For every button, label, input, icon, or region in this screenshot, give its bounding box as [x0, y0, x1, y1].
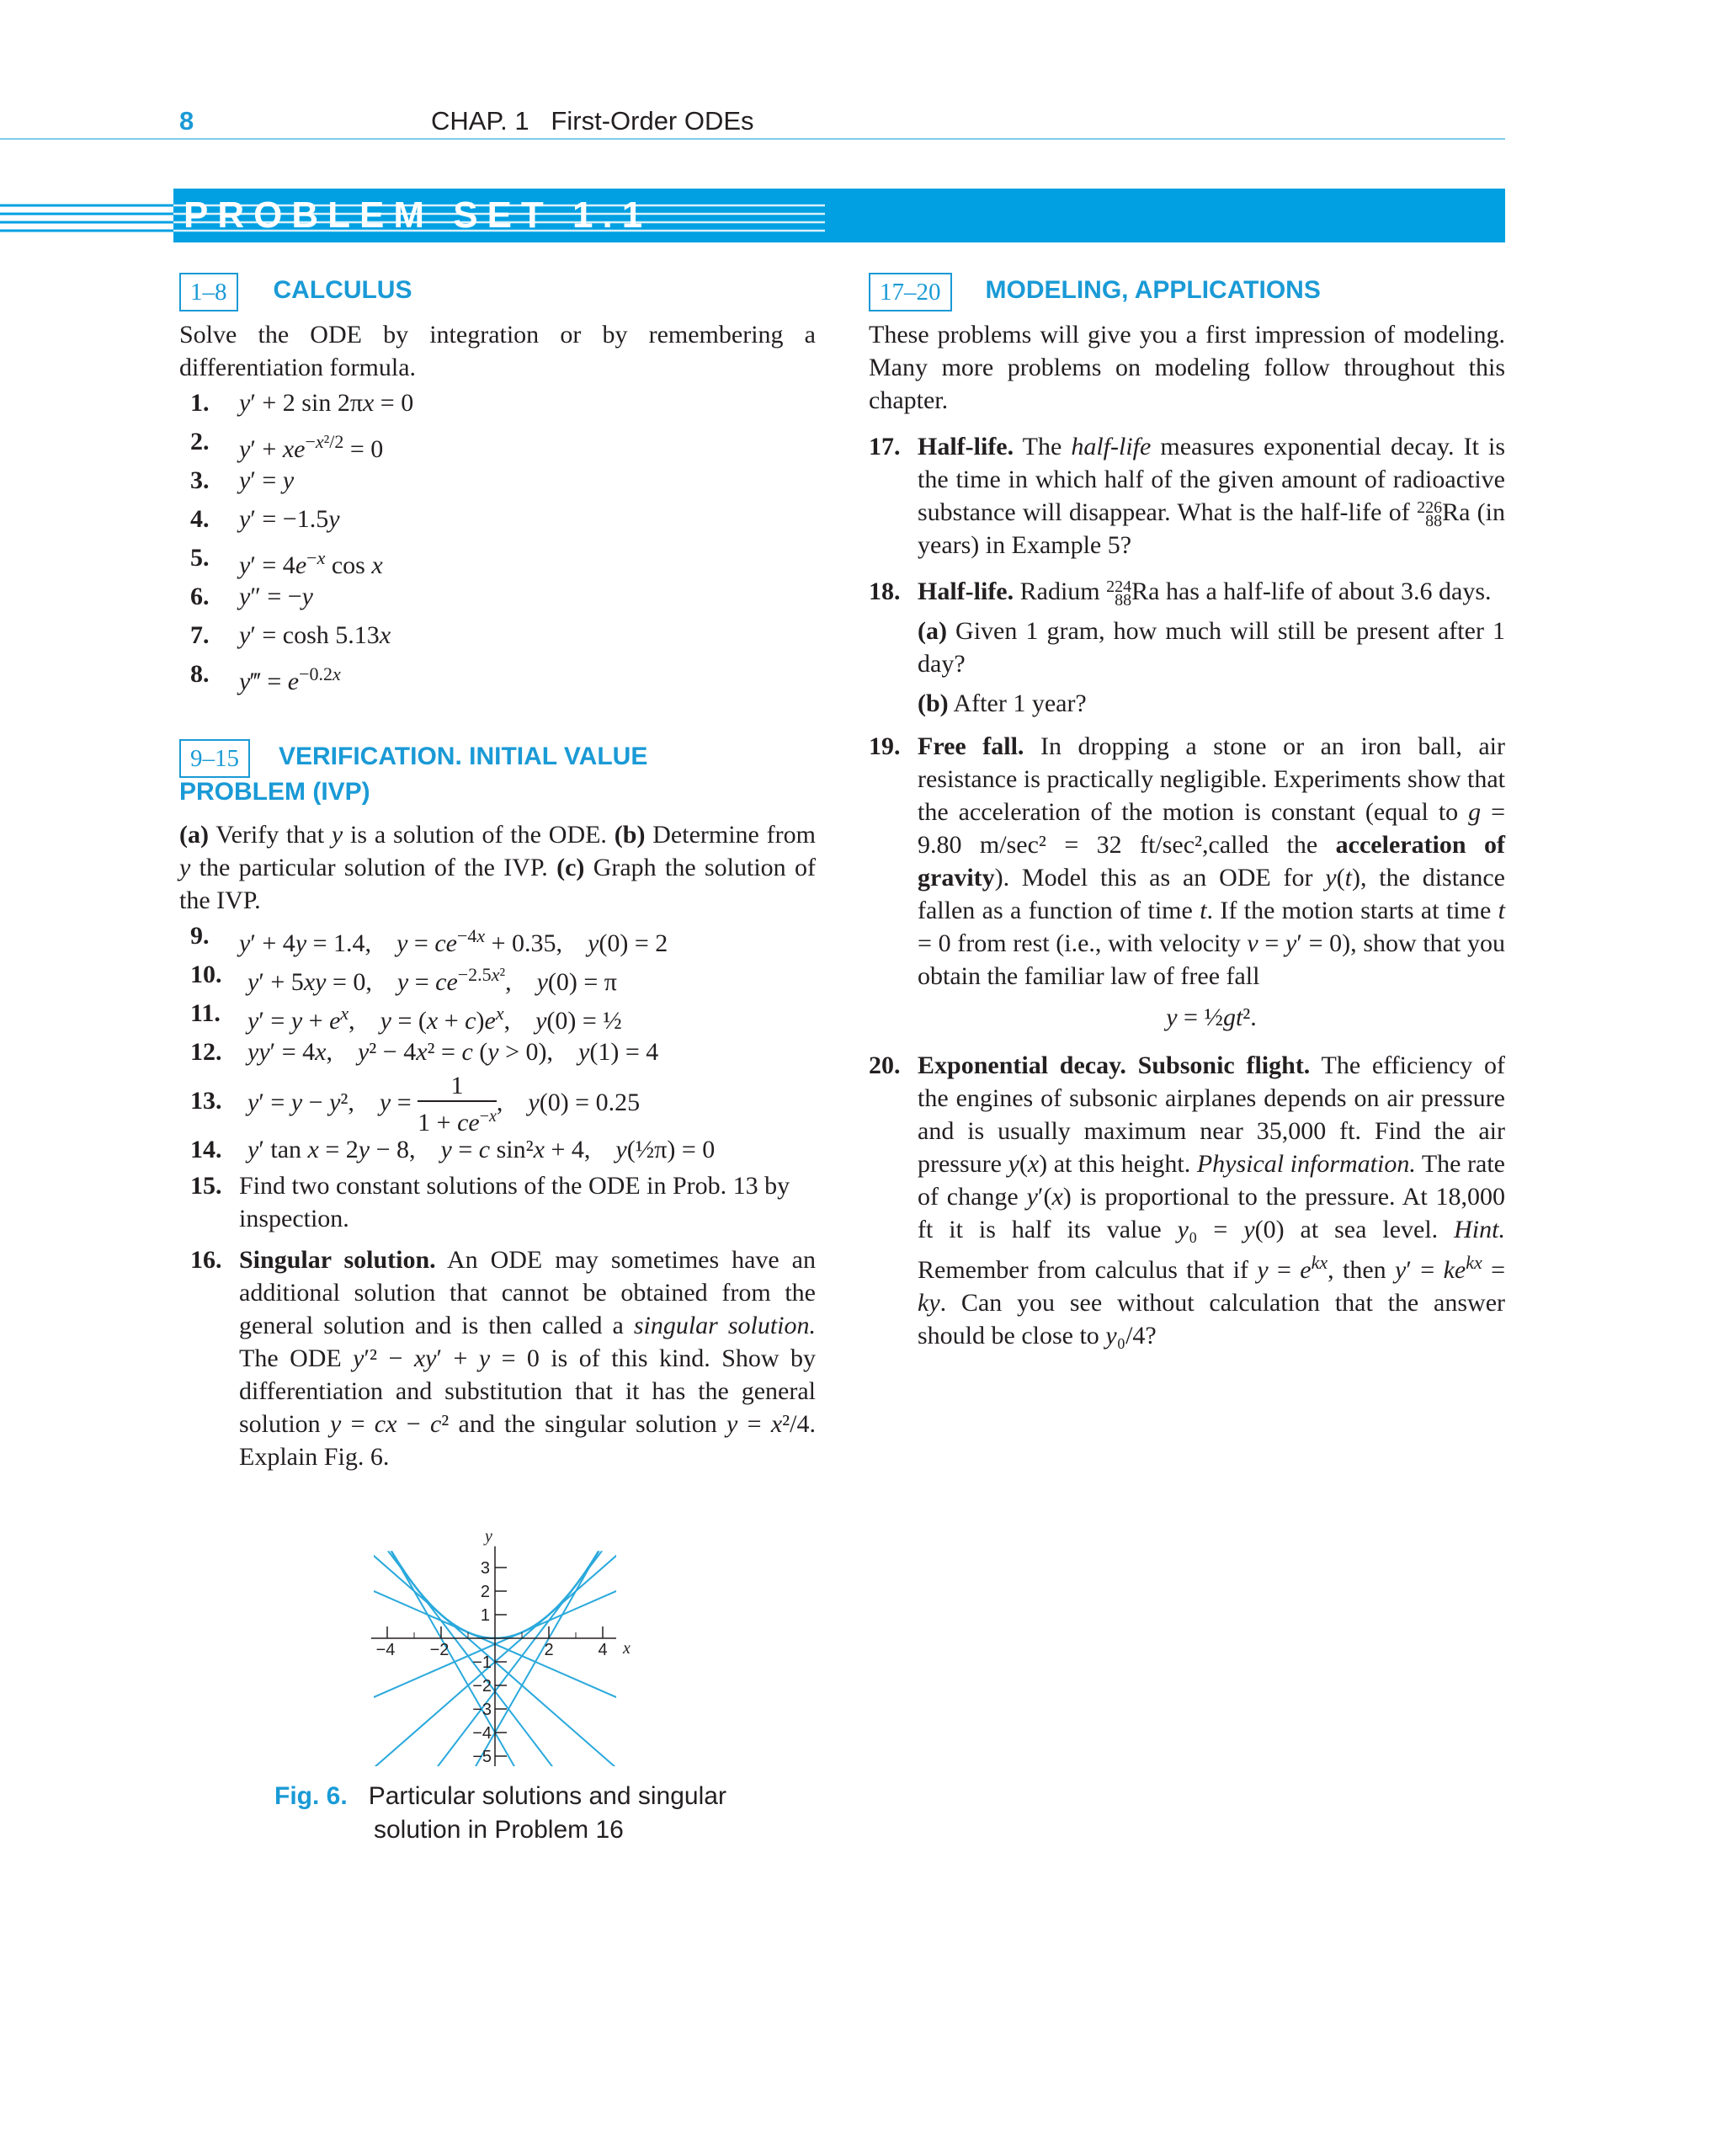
- problem-18a: (a) Given 1 gram, how much will still be present after 1 day?: [918, 617, 1505, 678]
- problem-17: 17. Half-life. The half-life measures exponential decay. It is the time in which half of the given amount of radioactive substance will disappear. What is the half-life of 226 88Ra (in years) in Example 5?: [869, 433, 1505, 559]
- tangent-line: [370, 1514, 630, 1766]
- problem-item: 13. y′ = y − y², y = $\frac{1}{1 + ce^{-x}}$ , y(0) = 0.25: [190, 1072, 641, 1137]
- caption-text-1: Particular solutions and singular: [368, 1782, 726, 1810]
- y-axis-label: y: [485, 1527, 492, 1546]
- problem-set-banner: [0, 189, 1505, 242]
- problem-19: 19. Free fall. In dropping a stone or an iron ball, air resistance is practically negligible. Experiments show that the acceleration of the motion is constant (equal to g = 9.80 m/sec² = 32 ft/sec²,called the acceleration of gravity). Model this as an ODE for y(t), the distance fallen as a function of time t. If the motion starts at time t = 0 from rest (i.e., with velocity v = y′ = 0), show that you obtain the familiar law of free fall: [869, 732, 1506, 990]
- y-tick-label: −4: [472, 1724, 492, 1743]
- y-tick-label: 1: [480, 1606, 490, 1625]
- problem-item: 14. y′ tan x = 2y − 8, y = c sin²x + 4, y(½π) = 0: [190, 1136, 716, 1163]
- problem-item: 3. y′ = y: [190, 466, 295, 494]
- figure-caption: [274, 1780, 726, 1847]
- problem-item: 8. y‴ = $e^{-0.2x}$: [190, 660, 341, 695]
- y-tick-label: −5: [472, 1748, 492, 1766]
- section-range: 9–15: [179, 739, 250, 778]
- ivp-problems: [179, 917, 816, 1169]
- caption-label: Fig. 6.: [274, 1782, 348, 1810]
- singular-solution-plot: [370, 1514, 631, 1766]
- chapter-title: CHAP. 1 First-Order ODEs: [431, 106, 754, 136]
- x-tick-label: −2: [429, 1641, 450, 1659]
- figure-6: [370, 1514, 631, 1766]
- section-title: CALCULUS: [273, 276, 412, 304]
- problem-item: 2. $y' + xe^{-x^2/2} = 0$: [190, 428, 384, 463]
- problem-18: 18. Half-life. Radium 224 88Ra has a half-life of about 3.6 days.: [869, 578, 1492, 610]
- section-intro: These problems will give you a first impression of modeling. Many more problems on modeling follow throughout this chapter.: [869, 321, 1505, 414]
- problem-item: 9. y′ + 4y = 1.4, $y = ce^{-4x} + 0.35$, y(0) = 2: [190, 922, 668, 957]
- section-title: MODELING, APPLICATIONS: [985, 276, 1321, 304]
- section-header-calculus: [179, 273, 816, 313]
- section-title: VERIFICATION. INITIAL VALUE: [279, 743, 648, 770]
- x-tick-label: 4: [598, 1641, 608, 1659]
- left-column: [179, 273, 816, 1473]
- y-tick-label: −2: [472, 1677, 492, 1696]
- x-tick-label: 2: [544, 1641, 554, 1659]
- problem-16: 16. Singular solution. An ODE may sometimes have an additional solution that cannot be obtained from the general solution and is then called a singular solution. The ODE y′² − xy′ + y = 0 is of this kind. Show by differentiation and substitution that it has the general solution y = cx − c² and the singular solution y = x²/4. Explain Fig. 6.: [190, 1246, 817, 1471]
- problem-18b: (b) After 1 year?: [918, 689, 1087, 717]
- tangent-line: [370, 1515, 630, 1766]
- problem-set-title: PROBLEM SET 1.1: [184, 194, 652, 236]
- y-tick-label: −3: [472, 1701, 492, 1719]
- section-title-line2: PROBLEM (IVP): [179, 778, 370, 806]
- section-range: 1–8: [179, 273, 238, 311]
- free-fall-law: y = ½gt².: [1166, 1003, 1257, 1031]
- section-header-modeling: [869, 273, 1505, 313]
- calculus-problems: [179, 384, 816, 694]
- header-rule: [0, 138, 1505, 140]
- section-intro: (a) Verify that y is a solution of the ODE. (b) Determine from y the particular solution of the IVP. (c) Graph the solution of the IVP.: [179, 821, 817, 914]
- tangent-line: [370, 1514, 630, 1766]
- section-header-ivp: [179, 739, 816, 780]
- section-range: 17–20: [869, 273, 952, 311]
- problem-item: 12. yy′ = 4x, y² − 4x² = c (y > 0), y(1) = 4: [190, 1038, 659, 1066]
- problem-item: 10. y′ + 5xy = 0, $y = ce^{-2.5x^2}$, y(0) = π: [190, 961, 617, 996]
- problem-item: 4. y′ = −1.5y: [190, 505, 340, 533]
- x-axis-label: x: [623, 1639, 631, 1658]
- problem-item: 5. $y' = 4e^{-x}$ cos x: [190, 544, 383, 579]
- plot-curves: [370, 1514, 630, 1766]
- tangent-line: [370, 1515, 630, 1766]
- y-tick-label: 2: [480, 1583, 490, 1601]
- caption-text-2: solution in Problem 16: [374, 1816, 624, 1844]
- x-tick-label: −4: [375, 1641, 396, 1659]
- y-tick-label: −1: [472, 1653, 492, 1672]
- problem-15: 15. Find two constant solutions of the ODE in Prob. 13 by inspection.: [190, 1172, 790, 1232]
- y-tick-label: 3: [480, 1559, 490, 1578]
- right-column: [869, 273, 1505, 1352]
- problem-item: 11. $y' = y + e^x$, $y = (x + c)e^x$, y(0) = ½: [190, 999, 622, 1035]
- problem-item: 7. y′ = cosh 5.13x: [190, 621, 391, 649]
- problem-item: 6. y″ = −y: [190, 583, 313, 610]
- page-number: 8: [179, 106, 194, 136]
- section-intro: Solve the ODE by integration or by remembering a differentiation formula.: [179, 321, 816, 381]
- problem-20: 20. Exponential decay. Subsonic flight. The efficiency of the engines of subsonic airplanes depends on air pressure and is usually maximum near 35,000 ft. Find the air pressure y(x) at this height. Physical information. The rate of change y′(x) is proportional to the pressure. At 18,000 ft it is half its value y₀ = y(0) at sea level. Hint. Remember from calculus that if $y = e^{kx}$, then $y' = ke^{kx}$ = ky. Can you see without calculation that the answer should be close to y₀/4?: [869, 1051, 1506, 1349]
- problem-item: 1. y′ + 2 sin 2πx = 0: [190, 389, 414, 417]
